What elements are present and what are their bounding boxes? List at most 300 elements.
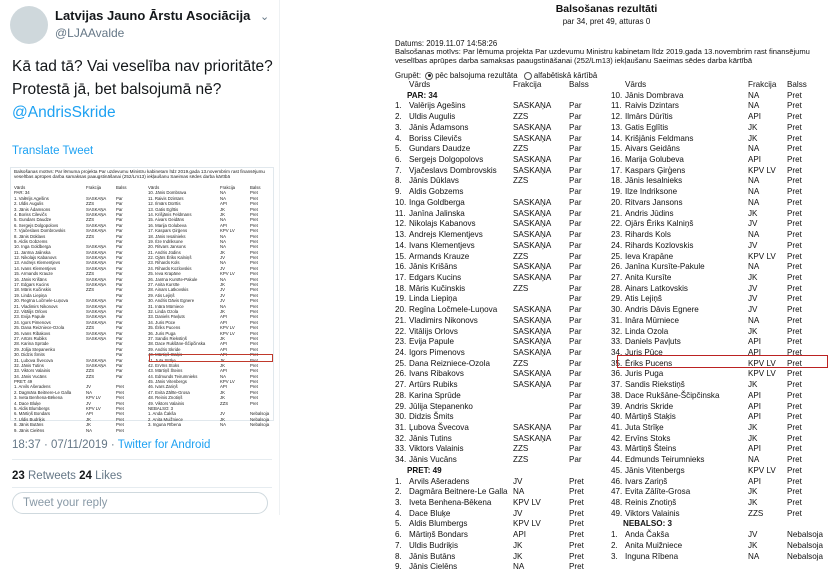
thumb-faction: NA	[220, 190, 226, 196]
deputy-name: Gatis Eglītis	[625, 122, 669, 132]
row-number: 21.	[395, 315, 407, 325]
deputy-vote: Par	[569, 144, 582, 154]
thumb-name: 34. Juris Pūce	[148, 319, 176, 325]
deputy-faction: JK	[513, 551, 523, 561]
thumb-faction: API	[220, 341, 227, 347]
deputy-name: Andris Skride	[625, 401, 674, 411]
thumb-faction: KPV LV	[220, 228, 235, 234]
deputy-name: Juris Puga	[625, 369, 664, 379]
thumb-faction: SASKAŅA	[86, 244, 107, 250]
thumb-vote: Pret	[250, 335, 258, 341]
thumb-name: 32. Linda Ozola	[148, 308, 179, 314]
deputy-name: Inga Goldberga	[409, 197, 465, 207]
row-number: 37.	[611, 380, 623, 390]
thumb-faction: SASKAŅA	[86, 260, 107, 266]
thumb-name: 15. Aivars Geidāns	[148, 217, 185, 223]
thumb-vote: Par	[116, 303, 123, 309]
row-number: 2.	[611, 540, 618, 550]
table-row	[611, 262, 826, 273]
row-number: 16.	[395, 262, 407, 272]
thumb-vote: Par	[116, 292, 123, 298]
thumb-faction: JV	[220, 292, 226, 298]
table-row	[395, 519, 600, 530]
thumb-faction: JK	[220, 249, 226, 255]
deputy-faction: SASKAŅA	[513, 155, 552, 165]
thumb-faction: NA	[220, 276, 226, 282]
deputy-name: Iveta Benhena-Bēkena	[409, 498, 492, 508]
thumb-name: 31. Ināra Mūrniece	[148, 303, 184, 309]
section-header	[395, 91, 600, 102]
deputy-vote: Pret	[787, 155, 802, 165]
table-row	[395, 187, 600, 198]
table-row	[611, 316, 826, 327]
deputy-vote: Pret	[787, 337, 802, 347]
table-row	[611, 252, 826, 263]
thumb-vote: Par	[116, 308, 123, 314]
deputy-faction: API	[748, 476, 762, 486]
deputy-faction: NA	[748, 315, 760, 325]
thumb-vote: Pret	[250, 314, 258, 320]
row-number: 49.	[611, 508, 623, 518]
deputy-vote: Pret	[787, 165, 802, 175]
thumb-name: 14. Ivans Klementjevs	[14, 265, 57, 271]
deputy-name: Aldis Gobzems	[409, 187, 464, 197]
deputy-vote: Pret	[787, 122, 802, 132]
deputy-name: Dana Reizniece-Ozola	[409, 358, 490, 368]
thumb-vote: Par	[116, 249, 123, 255]
thumb-faction: JV	[220, 287, 226, 293]
thumb-vote: Par	[116, 373, 123, 379]
deputy-vote: Pret	[569, 498, 584, 508]
thumb-name: 24. Rihards Kozlovskis	[148, 265, 192, 271]
table-row	[395, 241, 600, 252]
row-number: 28.	[395, 390, 407, 400]
deputy-faction: API	[513, 530, 527, 540]
deputy-name: Atis Lejiņš	[625, 294, 662, 304]
thumb-vote: Pret	[250, 379, 258, 385]
deputy-name: Jānis Ādamsons	[409, 122, 469, 132]
deputy-faction: ZZS	[513, 283, 529, 293]
deputy-name: Jānis Tutins	[409, 433, 452, 443]
row-number: 10.	[395, 197, 407, 207]
thumb-name: 25. Ieva Krapāne	[148, 271, 181, 277]
table-row	[611, 198, 826, 209]
thumb-faction: API	[220, 201, 227, 207]
thumb-name: 37. Sandis Riekstiņš	[148, 335, 187, 341]
deputy-name: Andris Jūdins	[625, 208, 674, 218]
thumb-name: 21. Andris Jūdins	[148, 249, 181, 255]
table-row	[611, 112, 826, 123]
thumb-vote: Nebalsoja	[250, 411, 270, 417]
deputy-vote: Par	[569, 240, 582, 250]
deputy-name: Viktors Valainis	[625, 508, 680, 518]
thumb-name: 20. Regīna Ločmele-Luņova	[14, 298, 68, 304]
table-row	[395, 423, 600, 434]
deputy-faction: SASKAŅA	[513, 197, 552, 207]
row-number: 43.	[611, 444, 623, 454]
table-row	[611, 144, 826, 155]
deputy-faction: JK	[748, 122, 758, 132]
section-header	[395, 466, 600, 477]
thumb-name: 1. Valērijs Agešins	[14, 195, 49, 201]
deputy-vote: Pret	[569, 476, 584, 486]
deputy-name: Arvils Ašeradens	[409, 476, 470, 486]
table-row	[611, 402, 826, 413]
deputy-name: Anita Kursīte	[625, 272, 672, 282]
thumb-vote: Pret	[250, 265, 258, 271]
deputy-vote: Par	[569, 401, 582, 411]
row-number: 19.	[611, 187, 623, 197]
deputy-faction: SASKAŅA	[513, 305, 552, 315]
vote-motive: Balsošanas motīvs: Par lēmuma projekta Par uzdevumu Ministru kabinetam līdz 2019.gada 13.novembrim rast finansējumu veselības aprūpes darba samaksas paaugstināšanai (252/Lm13) iekļaušanu Saeimas sēdes darba kārtībā	[395, 47, 810, 65]
table-row	[395, 327, 600, 338]
deputy-vote: Pret	[787, 315, 802, 325]
deputy-name: Linda Liepiņa	[409, 294, 458, 304]
thumb-faction: NA	[220, 260, 226, 266]
thumb-vote: Par	[116, 201, 123, 207]
deputy-faction: JV	[748, 305, 758, 315]
deputy-faction: SASKAŅA	[513, 272, 552, 282]
thumb-faction: NA	[220, 373, 226, 379]
deputy-vote: Par	[569, 165, 582, 175]
table-row	[611, 455, 826, 466]
thumb-name: 41. Juta Strīķe	[148, 357, 176, 363]
section-label: NEBALSO: 3	[623, 519, 673, 529]
thumb-row	[148, 422, 269, 427]
table-row	[395, 530, 600, 541]
group-opt-alpha[interactable]: alfabētiskā kārtībā	[533, 71, 598, 80]
thumb-faction: SASKAŅA	[86, 276, 107, 282]
thumb-faction: SASKAŅA	[86, 308, 107, 314]
row-number: 10.	[611, 90, 623, 100]
deputy-name: Mārtiņš Šteins	[625, 444, 677, 454]
row-number: 42.	[611, 433, 623, 443]
thumb-name: 16. Jānis Krišāns	[14, 276, 47, 282]
deputy-name: Janīna Kursīte-Pakule	[625, 262, 705, 272]
thumb-vote: Pret	[116, 395, 124, 401]
deputy-name: Didzis Šmits	[409, 412, 454, 422]
deputy-vote: Pret	[787, 380, 802, 390]
thumb-name: 35. Ēriks Pucens	[148, 325, 181, 331]
tweet-text	[12, 55, 274, 124]
retweet-count[interactable]: 23	[12, 470, 25, 482]
deputy-faction: SASKAŅA	[513, 423, 552, 432]
thumb-name: 14. Krišjānis Feldmans	[148, 211, 192, 217]
deputy-faction: SASKAŅA	[513, 369, 552, 379]
thumb-faction: NA	[220, 238, 226, 244]
deputy-vote: Pret	[787, 208, 802, 218]
deputy-faction: API	[748, 112, 762, 122]
thumb-name: 12. Ilmārs Dūrītis	[148, 201, 181, 207]
row-number: 25.	[611, 251, 623, 261]
table-row	[611, 337, 826, 348]
chevron-down-icon[interactable]: ⌄	[260, 11, 270, 23]
row-number: 30.	[611, 305, 623, 315]
highlight-box	[617, 355, 828, 368]
thumb-vote: Pret	[116, 400, 124, 406]
deputy-vote: Pret	[787, 187, 802, 197]
deputy-name: Valērijs Agešins	[409, 101, 466, 111]
thumb-vote: Pret	[250, 352, 258, 358]
thumb-vote: Pret	[116, 411, 124, 417]
deputy-faction: ZZS	[513, 144, 529, 154]
row-number: 32.	[395, 433, 407, 443]
table-row	[611, 423, 826, 434]
thumb-name: 33. Viktors Valainis	[14, 368, 51, 374]
thumb-vote: Pret	[250, 362, 258, 368]
results-subtitle: par 34, pret 49, atturas 0	[562, 17, 651, 26]
thumb-faction: NA	[86, 389, 92, 395]
thumb-faction: JK	[86, 416, 92, 422]
thumb-faction: ZZS	[86, 201, 95, 207]
thumb-faction: API	[220, 346, 227, 352]
row-number: 36.	[611, 369, 623, 379]
deputy-name: Dagmāra Beitnere-Le Galla	[409, 487, 508, 497]
thumb-faction: SASKAŅA	[86, 222, 107, 228]
group-opt-result[interactable]: pēc balsojuma rezultāta	[435, 71, 518, 80]
deputy-vote: Pret	[787, 487, 802, 497]
tweet-line-1: Kā tad tā? Vai veselība nav prioritāte?	[12, 58, 273, 75]
like-label[interactable]: Likes	[91, 470, 122, 482]
deputy-faction: KPV LV	[748, 165, 776, 175]
avatar[interactable]	[10, 6, 48, 44]
deputy-faction: SASKAŅA	[513, 122, 552, 132]
thumb-faction: SASKAŅA	[86, 303, 107, 309]
row-number: 20.	[611, 197, 623, 207]
thumb-name: 28. Ainars Latkovskis	[148, 287, 189, 293]
deputy-faction: JK	[748, 133, 758, 143]
thumb-faction: KPV LV	[220, 271, 235, 277]
thumb-faction: JK	[220, 335, 226, 341]
row-number: 34.	[611, 347, 623, 357]
thumb-vote: Par	[116, 211, 123, 217]
deputy-faction: NA	[513, 487, 525, 497]
deputy-faction: ZZS	[513, 251, 529, 261]
deputy-faction: SASKAŅA	[513, 326, 552, 336]
deputy-faction: SASKAŅA	[513, 133, 552, 143]
thumb-vote: Pret	[116, 384, 124, 390]
thumb-name: 23. Rihards Kols	[148, 260, 180, 266]
deputy-name: Māris Kučinskis	[409, 283, 466, 293]
deputy-vote: Pret	[787, 133, 802, 143]
deputy-name: Ļubova Švecova	[409, 423, 469, 432]
row-number: 24.	[395, 347, 407, 357]
vote-results-panel	[383, 0, 830, 572]
thumb-faction: JK	[86, 422, 92, 428]
thumb-faction: API	[86, 411, 93, 417]
deputy-name: Krišjānis Feldmans	[625, 133, 694, 143]
row-number: 44.	[611, 455, 623, 465]
deputy-faction: KPV LV	[748, 369, 776, 379]
deputy-vote: Pret	[787, 251, 802, 261]
thumb-faction: SASKAŅA	[86, 206, 107, 212]
row-number: 17.	[611, 165, 623, 175]
thumb-faction: KPV LV	[220, 325, 235, 331]
thumb-faction: SASKAŅA	[86, 255, 107, 261]
table-row	[395, 262, 600, 273]
row-number: 34.	[395, 455, 407, 465]
deputy-vote: Pret	[569, 540, 584, 550]
thumb-vote: Par	[116, 276, 123, 282]
thumb-name: 13. Gatis Eglītis	[148, 206, 179, 212]
deputy-vote: Par	[569, 187, 582, 197]
deputy-vote: Pret	[787, 347, 802, 357]
table-row	[611, 101, 826, 112]
deputy-vote: Par	[569, 358, 582, 368]
deputy-faction: ZZS	[513, 444, 529, 454]
thumb-faction: JV	[220, 298, 226, 304]
table-row	[611, 391, 826, 402]
like-count[interactable]: 24	[79, 470, 92, 482]
deputy-name: Ainars Latkovskis	[625, 283, 688, 293]
thumb-faction: API	[220, 319, 227, 325]
thumb-vote: Pret	[250, 249, 258, 255]
thumb-faction: NA	[220, 233, 226, 239]
thumb-name: 3. Inguna Rībena	[148, 422, 181, 428]
attached-image[interactable]	[10, 167, 274, 433]
thumb-name: 4. Boriss Cilevičs	[14, 211, 47, 217]
thumb-name: 36. Juris Puga	[148, 330, 176, 336]
deputy-name: Edgars Kucins	[409, 272, 462, 282]
reply-input[interactable]: Tweet your reply	[12, 492, 268, 514]
tweet-meta	[12, 439, 210, 451]
row-number: 32.	[611, 326, 623, 336]
thumb-vote: Pret	[116, 406, 124, 412]
row-number: 26.	[395, 369, 407, 379]
thumb-name: 43. Mārtiņš Šteins	[148, 368, 183, 374]
thumb-vote: Par	[116, 287, 123, 293]
deputy-name: Ilmārs Dūrītis	[625, 112, 673, 122]
thumb-name: 17. Edgars Kucins	[14, 282, 49, 288]
deputy-faction: SASKAŅA	[513, 219, 552, 229]
deputy-name: Sergejs Dolgopolovs	[409, 155, 484, 165]
thumb-name: 3. Jānis Ādamsons	[14, 206, 51, 212]
table-row	[395, 444, 600, 455]
thumb-name: 33. Daniels Pavļuts	[148, 314, 185, 320]
thumb-vote: Par	[116, 314, 123, 320]
tweet-time[interactable]: 18:37 · 07/11/2019 ·	[12, 439, 118, 451]
account-name[interactable]: Latvijas Jauno Ārstu Asociācija	[55, 8, 251, 23]
table-row	[611, 166, 826, 177]
thumb-name: 26. Ivans Ribakovs	[14, 330, 51, 336]
radio-alphabetical[interactable]	[524, 72, 532, 80]
row-number: 2.	[395, 487, 402, 497]
mention-link[interactable]: @AndrisSkride	[12, 104, 116, 121]
table-row	[395, 316, 600, 327]
row-number: 19.	[395, 294, 407, 304]
deputy-name: Evita Zālīte-Grosa	[625, 487, 691, 497]
deputy-faction: JK	[748, 487, 758, 497]
thumb-name: 27. Anita Kursīte	[148, 282, 180, 288]
thumb-vote: Par	[116, 330, 123, 336]
deputy-faction: SASKAŅA	[513, 315, 552, 325]
row-number: 39.	[611, 401, 623, 411]
deputy-vote: Par	[569, 305, 582, 315]
deputy-name: Vjačeslavs Dombrovskis	[409, 165, 497, 175]
thumb-vote: Par	[116, 346, 123, 352]
table-row	[611, 477, 826, 488]
table-row	[395, 391, 600, 402]
thumb-vote: Par	[116, 238, 123, 244]
retweet-label[interactable]: Retweets	[24, 470, 80, 482]
thumb-name: 10. Jānis Dombrava	[148, 190, 187, 196]
deputy-name: Jānis Vucāns	[409, 455, 457, 465]
row-number: 25.	[395, 358, 407, 368]
deputy-faction: JV	[513, 476, 523, 486]
deputy-name: Juta Strīķe	[625, 423, 664, 432]
deputy-vote: Pret	[787, 476, 802, 486]
thumb-faction: KPV LV	[86, 406, 101, 412]
thumb-vote: Pret	[250, 260, 258, 266]
account-handle[interactable]: @LJAAvalde	[55, 26, 125, 40]
table-row	[395, 101, 600, 112]
deputy-faction: NA	[748, 187, 760, 197]
row-number: 28.	[611, 283, 623, 293]
thumb-h-vote: Balss	[250, 185, 261, 190]
row-number: 22.	[395, 326, 407, 336]
thumb-vote: Par	[116, 325, 123, 331]
thumb-faction: SASKAŅA	[86, 195, 107, 201]
thumb-vote: Pret	[250, 389, 258, 395]
deputy-faction: NA	[513, 562, 525, 572]
radio-by-result[interactable]	[425, 72, 433, 80]
thumb-name: 39. Andris Skride	[148, 346, 181, 352]
table-row	[395, 498, 600, 509]
table-row	[611, 466, 826, 477]
thumb-vote: Pret	[250, 244, 258, 250]
deputy-vote: Pret	[787, 305, 802, 315]
deputy-name: Juris Pūce	[625, 347, 663, 357]
table-row	[611, 380, 826, 391]
thumb-faction: JK	[220, 416, 226, 422]
deputy-faction: API	[748, 444, 762, 454]
deputy-vote: Par	[569, 455, 582, 465]
table-row	[611, 294, 826, 305]
deputy-name: Aivars Geidāns	[625, 144, 680, 154]
deputy-faction: NA	[748, 551, 760, 561]
thumb-vote: Par	[116, 255, 123, 261]
header-faction: Frakcija	[748, 80, 777, 89]
table-row	[395, 198, 600, 209]
deputy-faction: JK	[748, 326, 758, 336]
thumb-vote: Pret	[250, 368, 258, 374]
thumb-faction: JK	[220, 395, 226, 401]
tweet-line-2: Protestā jā, bet balsojumā nē?	[12, 81, 222, 98]
thumb-name: 22. Vitālijs Orlovs	[14, 308, 48, 314]
thumb-vote: Pret	[250, 201, 258, 207]
deputy-name: Reinis Znotiņš	[625, 498, 677, 508]
thumb-vote: Pret	[250, 228, 258, 234]
deputy-faction: API	[748, 347, 762, 357]
translate-link[interactable]: Translate Tweet	[12, 145, 94, 157]
deputy-vote: Pret	[787, 240, 802, 250]
deputy-name: Vladimirs Nikonovs	[409, 315, 478, 325]
thumb-vote: Par	[116, 335, 123, 341]
tweet-app[interactable]: Twitter for Android	[117, 439, 211, 451]
thumb-name: 25. Dana Reizniece-Ozola	[14, 325, 65, 331]
thumb-name: 28. Karina Sprūde	[14, 341, 49, 347]
deputy-vote: Pret	[569, 530, 584, 540]
thumb-vote: Pret	[116, 427, 124, 433]
thumb-vote: Pret	[116, 416, 124, 422]
deputy-vote: Pret	[787, 455, 802, 465]
thumb-name: 11. Janīna Jalinska	[14, 249, 51, 255]
deputy-vote: Par	[569, 380, 582, 390]
thumb-vote: Par	[116, 222, 123, 228]
thumb-faction: NA	[220, 217, 226, 223]
thumb-faction: SASKAŅA	[86, 330, 107, 336]
thumb-vote: Pret	[250, 287, 258, 293]
